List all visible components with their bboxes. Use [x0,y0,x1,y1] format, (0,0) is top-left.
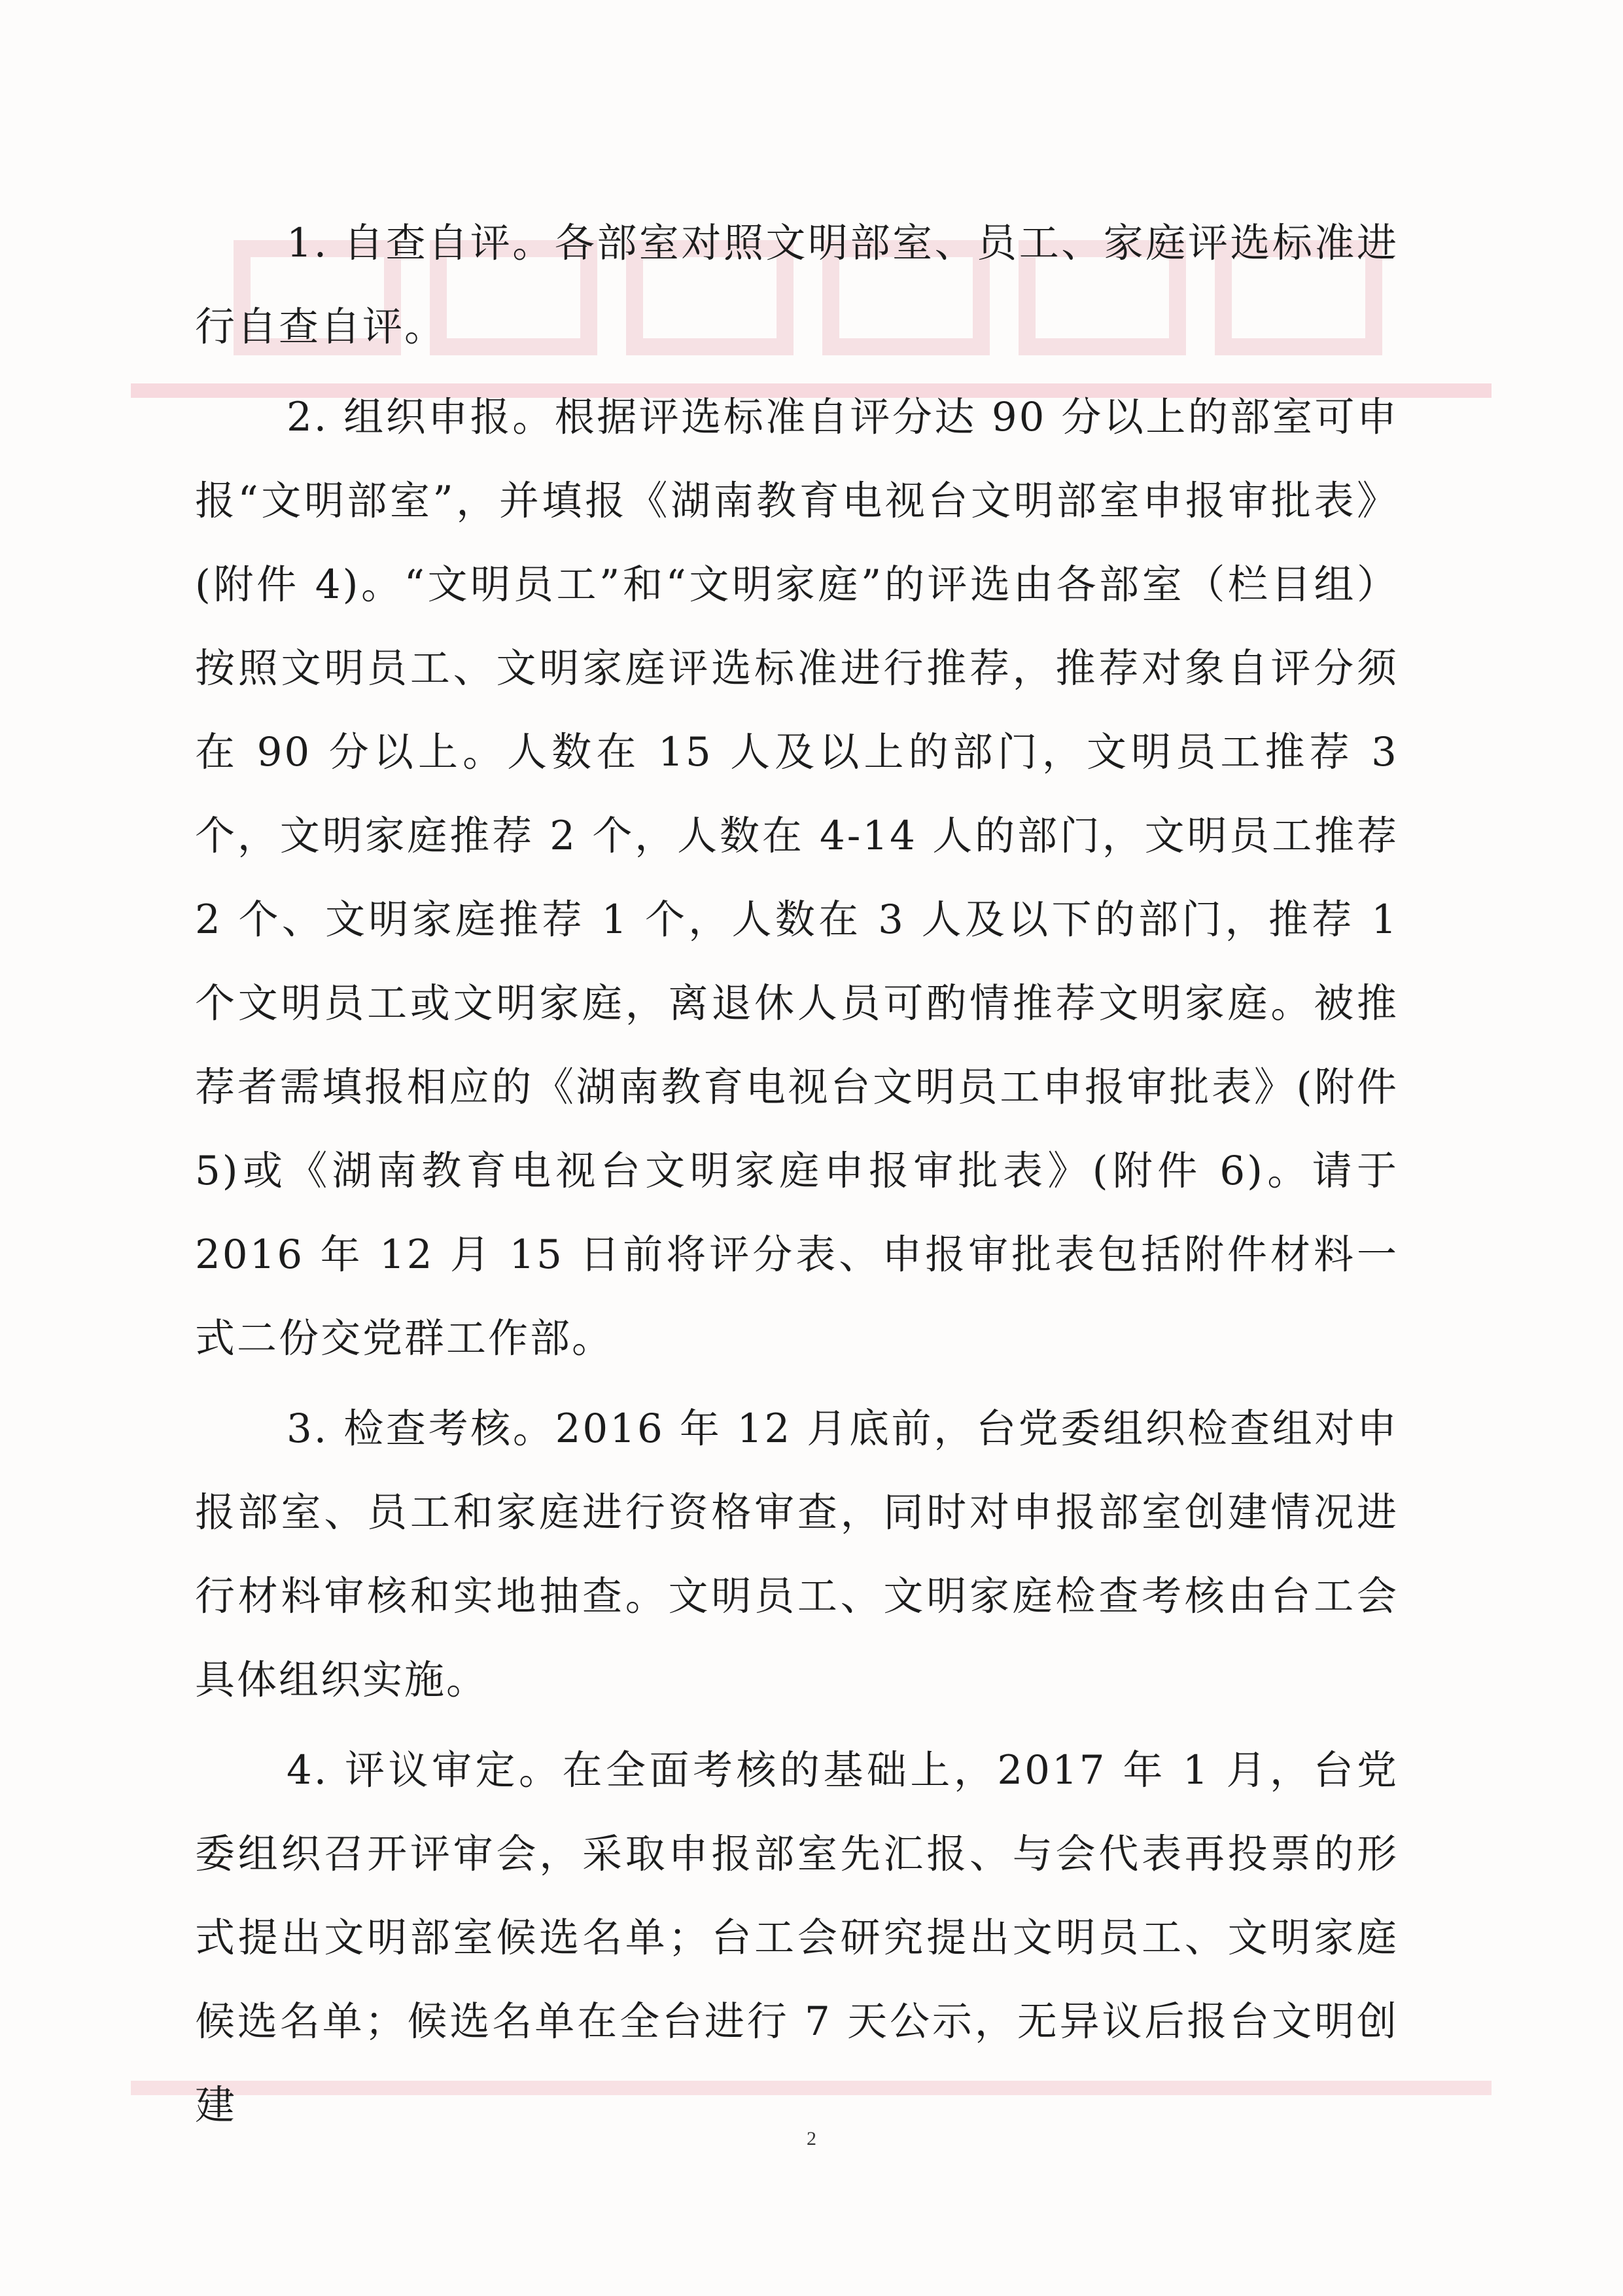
paragraph-application: 2. 组织申报。根据评选标准自评分达 90 分以上的部室可申报“文明部室”，并填报《湖南教育电视台文明部室申报审批表》(附件 4)。“文明员工”和“文明家庭”的评选由各部室（栏目组）按照文明员工、文明家庭评选标准进行推荐，推荐对象自评分须在 90 分以上。人数在 15 人及以上的部门，文明员工推荐 3 个，文明家庭推荐 2 个，人数在 4-14 人的部门，文明员工推荐 2 个、文明家庭推荐 1 个，人数在 3 人及以下的部门，推荐 1 个文明员工或文明家庭，离退休人员可酌情推荐文明家庭。被推荐者需填报相应的《湖南教育电视台文明员工申报审批表》(附件 5)或《湖南教育电视台文明家庭申报审批表》(附件 6)。请于 2016 年 12 月 15 日前将评分表、申报审批表包括附件材料一式二份交党群工作部。 [195,394,1414,1362]
paragraph-self-check: 1. 自查自评。各部室对照文明部室、员工、家庭评选标准进行自查自评。 [195,220,1399,350]
body-text [195,202,1414,2154]
page-number: 2 [807,2128,816,2149]
paragraph-inspection: 3. 检查考核。2016 年 12 月底前，台党委组织检查组对申报部室、员工和家庭进行资格审查，同时对申报部室创建情况进行材料审核和实地抽查。文明员工、文明家庭检查考核由台工会具体组织实施。 [195,1405,1399,1703]
paragraph-review: 4. 评议审定。在全面考核的基础上，2017 年 1 月，台党委组织召开评审会，采取申报部室先汇报、与会代表再投票的形式提出文明部室候选名单；台工会研究提出文明员工、文明家庭候选名单；候选名单在全台进行 7 天公示，无异议后报台文明创建 [195,1747,1399,2128]
